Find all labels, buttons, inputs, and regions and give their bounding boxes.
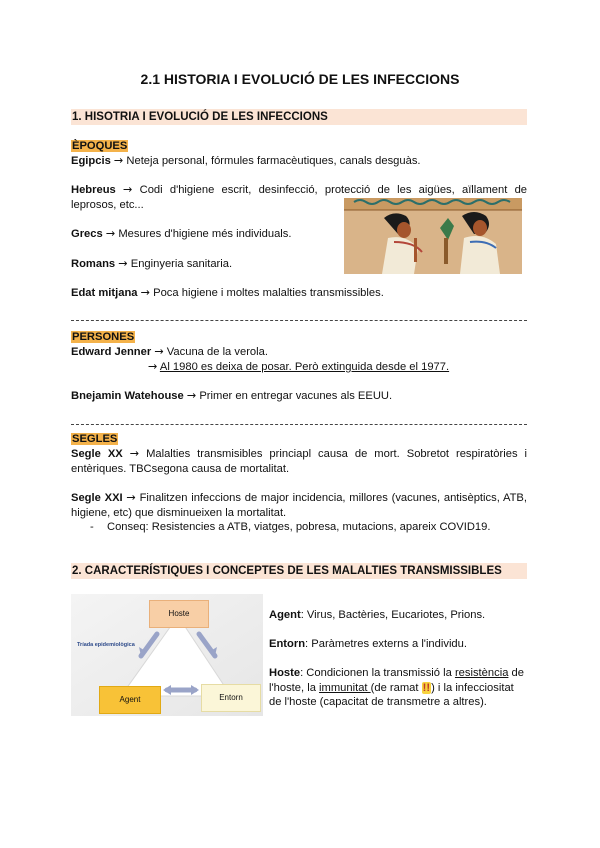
- entorn-node: Entorn: [201, 684, 261, 712]
- hoste-node: Hoste: [149, 600, 209, 628]
- separator: [71, 424, 527, 425]
- persones-label: PERSONES: [72, 331, 135, 343]
- segle-xxi-line: Segle XXI → Finalitzen infeccions de major incidencia, millores (vacunes, antisèptics, ATB, higiene, etc) que disminueixen la mortalitat.: [71, 491, 527, 519]
- segles-label: SEGLES: [72, 433, 118, 445]
- grecs-line: Grecs → Mesures d'higiene més individuals.: [71, 227, 292, 240]
- agent-node: Agent: [99, 686, 161, 714]
- agent-definition: Agent: Virus, Bactèries, Eucariotes, Prions.: [269, 609, 486, 621]
- section-2-heading: 2. CARACTERÍSTIQUES I CONCEPTES DE LES MALALTIES TRANSMISSIBLES: [71, 563, 527, 579]
- section-1-heading: 1. HISOTRIA I EVOLUCIÓ DE LES INFECCIONS: [71, 109, 527, 125]
- hebreus-line: Hebreus → Codi d'higiene escrit, desinfecció, protecció de les aigües, aïllament de leprosos, etc...: [71, 183, 528, 211]
- hoste-definition: Hoste: Condicionen la transmissió la resistència de l'hoste, la immunitat (de ramat !!) i la infecciositat de l'hoste (capacitat de transmetre a altres).: [269, 667, 524, 708]
- conseq-line: Conseq: Resistencies a ATB, viatges, pobresa, mutacions, apareix COVID19.: [107, 521, 491, 533]
- epoques-label: ÈPOQUES: [72, 140, 128, 152]
- egipcis-line: Egipcis → Neteja personal, fórmules farmacèutiques, canals desguàs.: [71, 154, 421, 167]
- segle-xx-line: Segle XX → Malalties transmisibles princiapl causa de mort. Sobretot respiratòries i entèriques. TBCsegona causa de mortalitat.: [71, 447, 527, 475]
- jenner-note: → Al 1980 es deixa de posar. Però extinguida desde el 1977.: [148, 360, 450, 373]
- jenner-line: Edward Jenner → Vacuna de la verola.: [71, 345, 268, 358]
- triad-label: Tríada epidemiològica: [77, 642, 135, 648]
- entorn-definition: Entorn: Paràmetres externs a l'individu.: [269, 638, 467, 650]
- page-title: 2.1 HISTORIA I EVOLUCIÓ DE LES INFECCIONS: [140, 71, 460, 87]
- epidemiological-triad-diagram: [71, 594, 263, 716]
- egyptian-painting-image: [344, 198, 522, 274]
- watehouse-line: Bnejamin Watehouse → Primer en entregar vacunes als EEUU.: [71, 389, 393, 402]
- warning-icon: !!: [422, 681, 431, 694]
- conseq-bullet: -: [90, 521, 94, 533]
- separator: [71, 320, 527, 321]
- romans-line: Romans → Enginyeria sanitaria.: [71, 257, 233, 270]
- edat-mitjana-line: Edat mitjana → Poca higiene i moltes malalties transmissibles.: [71, 286, 384, 299]
